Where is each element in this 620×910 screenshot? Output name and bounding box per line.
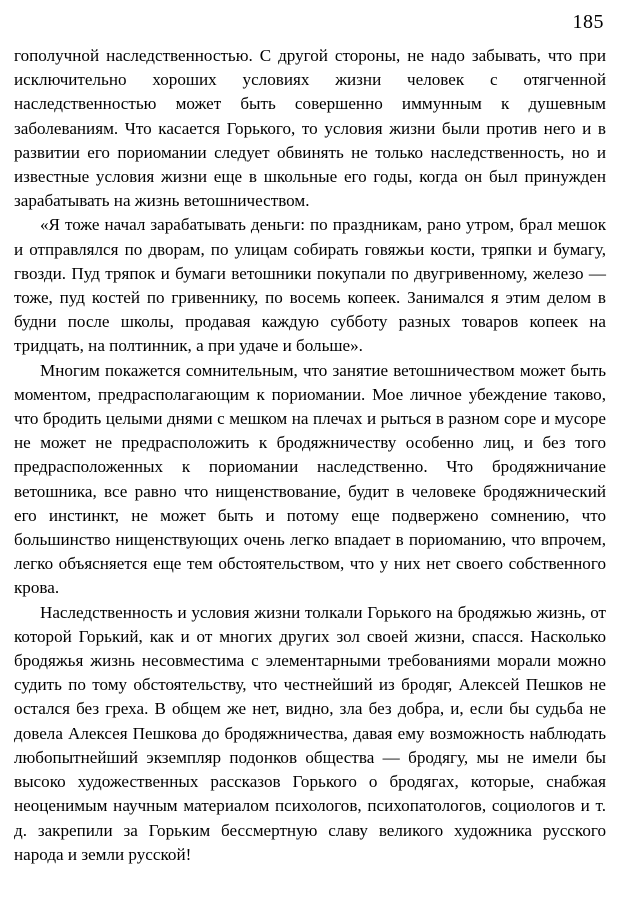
page-number: 185 [572, 11, 604, 33]
page-body [14, 44, 606, 867]
paragraph: гополучной наследственностью. С другой стороны, не надо забывать, что при исключительно хороших условиях жизни человек с отягченной наследственностью может быть совершенно иммунным к душевным заболеваниям. Что касается Горького, то условия жизни были против него и в развитии его пориомании следует обвинять не только наследственность, но и известные условия жизни еще в школьные его годы, когда он был принужден зарабатывать на жизнь ветошничеством. [14, 46, 606, 211]
paragraph: Многим покажется сомнительным, что занятие ветошничеством может быть моментом, предрасполагающим к пориомании. Мое личное убеждение таково, что бродить целыми днями с мешком на плечах и рыться в разном соре и мусоре не может не предрасположить к бродяжничеству особенно лиц, и без того предрасположенных к пориомании наследственно. Что бродяжничание ветошника, все равно что нищенствование, будит в человеке бродяжнический его инстинкт, не может быть и потому еще подвержено сомнению, что большинство нищенствующих очень легко впадает в пориоманию, что впрочем, легко объясняется еще тем обстоятельством, что у них нет своего собственного крова. [14, 360, 606, 598]
paragraph: «Я тоже начал зарабатывать деньги: по праздникам, рано утром, брал мешок и отправлялся по дворам, по улицам собирать говяжьи кости, тряпки и бумагу, гвозди. Пуд тряпок и бумаги ветошники покупали по двугривенному, железо — тоже, пуд костей по гривеннику, по восемь копеек. Занимался я этим делом в будни после школы, продавая каждую субботу разных товаров копеек на тридцать, на полтинник, а при удаче и больше». [14, 215, 606, 356]
paragraph: Наследственность и условия жизни толкали Горького на бродяжью жизнь, от которой Горький, как и от многих других зол своей жизни, спасся. Насколько бродяжья жизнь несовместима с элементарными требованиями морали можно судить по тому обстоятельству, что честнейший из бродяг, Алексей Пешков не остался без греха. В общем же нет, видно, зла без добра, и, если бы судьба не довела Алексея Пешкова до бродяжничества, давая ему возможность наблюдать любопытнейший экземпляр подонков общества — бродягу, мы не имели бы высоко художественных рассказов Горького о бродягах, которые, снабжая неоценимым научным материалом психологов, психопатологов, социологов и т. д. закрепили за Горьким бессмертную славу великого художника русского народа и земли русской! [14, 602, 606, 864]
